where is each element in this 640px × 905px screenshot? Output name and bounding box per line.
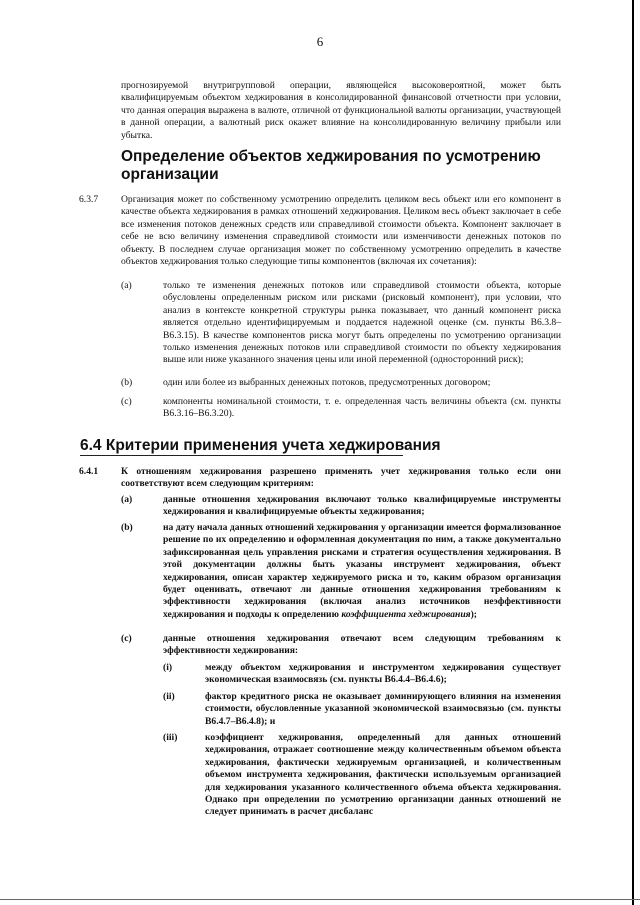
subcriterion-label-iii: (iii) [163, 732, 178, 743]
item-b-text: один или более из выбранных денежных потоков, предусмотренных договором; [163, 377, 491, 388]
subcriterion-label-ii: (ii) [163, 691, 175, 702]
section-heading-6-4: 6.4 Критерии применения учета хеджирования [80, 437, 441, 454]
item-label-b: (b) [121, 377, 133, 388]
section-heading-line2: организации [121, 166, 219, 183]
criterion-b-italic-term: коэффициента хеджирования [341, 608, 471, 620]
criterion-a-text: данные отношения хеджирования включают только квалифицируемые инструменты хеджирования и квалифицируемые объекты хеджирования; [163, 494, 561, 518]
paragraph-number-6-3-7: 6.3.7 [79, 194, 99, 205]
paragraph-6-3-7: Организация может по собственному усмотрению определить целиком весь объект или его компонент в качестве объекта хеджирования в рамках отношений хеджирования. Целиком весь объект заключает в себе все изменения потоков денежных средств или справедливой стоимости объекта. Компонент заключает в себе не всю величину изменения справедливой стоимости или изменчивости денежных потоков по объекту. В последнем случае организация может по собственному усмотрению определить в качестве объектов хеджирования только следующие типы компонентов (включая их сочетания): [121, 194, 561, 268]
subcriterion-ii-text: фактор кредитного риска не оказывает доминирующего влияния на изменения стоимости, обусловленные указанной экономической взаимосвязью (см. пункты B6.4.7–B6.4.8); и [205, 691, 561, 727]
scan-edge-right [632, 0, 634, 905]
criterion-b-end: ); [470, 608, 477, 620]
page-number: 6 [316, 34, 324, 49]
subcriterion-label-i: (i) [163, 662, 173, 673]
criterion-b-main: на дату начала данных отношений хеджирования у организации имеется формализованное решение по их определению и оформленная документация по ним, а также документально зафиксированная цель управления рисками и стратегия осуществления хеджирования. В этой документации должны быть указаны инструмент хеджирования, объект хеджирования, описан характер хеджируемого риска и то, каким образом организация будет оценивать, отвечают ли данные отношения хеджирования требованиям к эффективности хеджирования (включая анализ источников неэффективности хеджирования и подходы к определению [163, 522, 561, 620]
item-label-a: (a) [121, 280, 132, 291]
item-a-text: только те изменения денежных потоков или справедливой стоимости объекта, которые обусловлены определенным риском или рисками (рисковый компонент), при условии, что анализ в контексте конкретной структуры рынка показывает, что данный компонент риска является отдельно идентифицируемым и поддается надежной оценке (см. пункты B6.3.8–B6.3.15). В качестве компонентов риска могут быть определены по усмотрению организации только изменения денежных потоков или справедливой стоимости по объекту хеджирования выше или ниже указанного значения цены или иной переменной (односторонний риск); [163, 280, 561, 366]
criterion-c-text: данные отношения хеджирования отвечают всем следующим требованиям к эффективности хеджирования: [163, 633, 561, 657]
item-c-text: компоненты номинальной стоимости, т. е. определенная часть величины объекта (см. пункты B6.3.16–B6.3.20). [163, 396, 561, 420]
intro-paragraph: прогнозируемой внутригрупповой операции, являющейся высоковероятной, может быть квалифицируемым объектом хеджирования в консолидированной финансовой отчетности при условии, что данная операция выражена в валюте, отличной от функциональной валюты организации, участвующей в данной операции, а валютный риск окажет влияние на консолидированную величину прибыли или убытка. [121, 80, 561, 141]
criterion-label-a: (a) [121, 494, 133, 505]
paragraph-number-6-4-1: 6.4.1 [79, 466, 99, 477]
scan-edge-bottom [0, 899, 640, 900]
paragraph-6-4-1: К отношениям хеджирования разрешено применять учет хеджирования только если они соответствуют всем следующим критериям: [121, 466, 561, 490]
section-heading-underline [80, 455, 403, 456]
item-label-c: (c) [121, 396, 132, 407]
subcriterion-i-text: между объектом хеджирования и инструментом хеджирования существует экономическая взаимосвязь (см. пункты B6.4.4–B6.4.6); [205, 662, 561, 686]
criterion-label-b: (b) [121, 522, 133, 533]
criterion-b-text [163, 522, 561, 621]
subcriterion-iii-text: коэффициент хеджирования, определенный для данных отношений хеджирования, отражает соотношение между количественным объемом объекта хеджирования, фактически хеджируемым организацией, и количественным объемом инструмента хеджирования, фактически используемым организацией для хеджирования указанного количественного объема объекта хеджирования. Однако при определении по усмотрению организации данных отношений не следует принимать в расчет дисбаланс [205, 732, 561, 818]
criterion-label-c: (c) [121, 633, 132, 644]
section-heading-line1: Определение объектов хеджирования по усмотрению [121, 148, 541, 165]
